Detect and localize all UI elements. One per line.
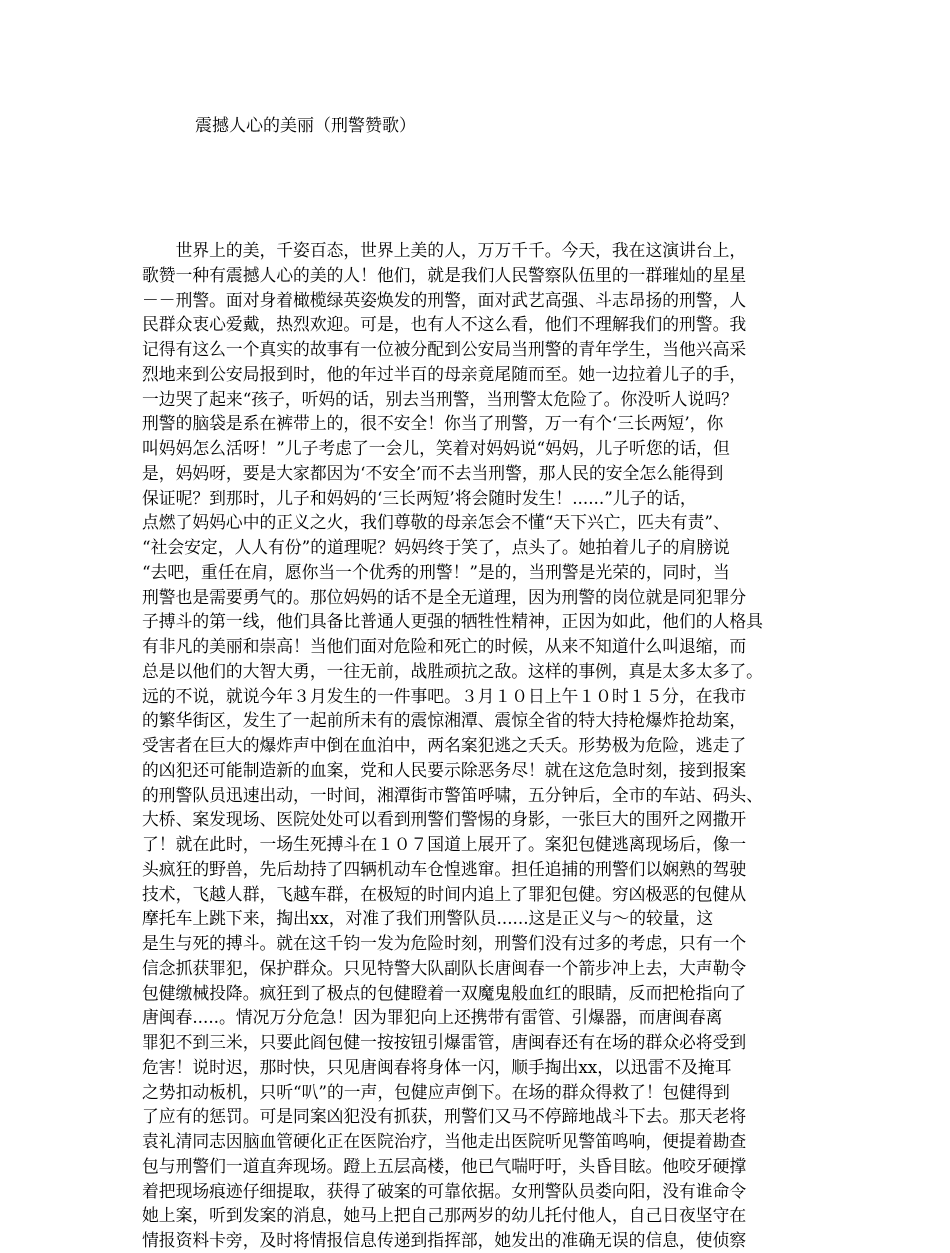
body-text-line: 是，妈妈呀，要是大家都因为‘不安全’而不去当刑警，那人民的安全怎么能得到 xyxy=(142,462,724,483)
body-text-line: 烈地来到公安局报到时，他的年过半百的母亲竟尾随而至。她一边拉着儿子的手， xyxy=(142,363,747,384)
body-text-line: 受害者在巨大的爆炸声中倒在血泊中，两名案犯逃之夭夭。形势极为危险，逃走了 xyxy=(142,735,747,755)
body-text-line: 的繁华街区，发生了一起前所未有的震惊湘潭、震惊全省的特大持枪爆炸抢劫案， xyxy=(142,710,747,731)
body-text-line: 民群众衷心爱戴，热烈欢迎。可是，也有人不这么看，他们不理解我们的刑警。我 xyxy=(142,314,747,335)
body-text-line: 技术，飞越人群，飞越车群，在极短的时间内追上了罪犯包健。穷凶极恶的包健从 xyxy=(142,883,747,904)
body-text-line: 了应有的惩罚。可是同案凶犯没有抓获，刑警们又马不停蹄地战斗下去。那天老将 xyxy=(142,1106,747,1127)
body-text-line: “去吧，重任在肩，愿你当一个优秀的刑警！”是的，当刑警是光荣的，同时，当 xyxy=(142,561,730,582)
body-text-line: 唐闽春.....。情况万分危急！因为罪犯向上还携带有雷管、引爆器，而唐闽春离 xyxy=(142,1007,723,1028)
body-text-line: 包健缴械投降。疯狂到了极点的包健瞪着一双魔鬼般血红的眼睛，反而把枪指向了 xyxy=(142,982,747,1003)
body-text-line: 了！就在此时，一场生死搏斗在１０７国道上展开了。案犯包健逃离现场后，像一 xyxy=(142,834,747,854)
body-text-line: 的凶犯还可能制造新的血案，党和人民要示除恶务尽！就在这危急时刻，接到报案 xyxy=(142,759,747,780)
body-text-line: 着把现场痕迹仔细提取，获得了破案的可靠依据。女刑警队员娄向阳，没有谁命令 xyxy=(142,1180,747,1201)
body-text-line: 歌赞一种有震撼人心的美的人！他们，就是我们人民警察队伍里的一群璀灿的星星 xyxy=(142,264,747,285)
body-text-line: 摩托车上跳下来，掏出xx，对准了我们刑警队员......这是正义与～的较量，这 xyxy=(142,908,714,929)
body-text-line: 之势扣动板机，只听“叭”的一声，包健应声倒下。在场的群众得救了！包健得到 xyxy=(142,1081,730,1102)
body-text-line: 叫妈妈怎么活呀！”儿子考虑了一会儿，笑着对妈妈说“妈妈，儿子听您的话，但 xyxy=(142,438,730,458)
body-text-line: 总是以他们的大智大勇，一往无前，战胜顽抗之敌。这样的事例，真是太多太多了。 xyxy=(142,660,763,681)
body-text-line: 危害！说时迟，那时快，只见唐闽春将身体一闪，顺手掏出xx，以迅雷不及掩耳 xyxy=(142,1056,732,1077)
body-text-line: 头疯狂的野兽，先后劫持了四辆机动车仓惶逃窜。担任追捕的刑警们以娴熟的驾驶 xyxy=(142,858,747,879)
body-text-line: 刑警也是需要勇气的。那位妈妈的话不是全无道理，因为刑警的岗位就是同犯罪分 xyxy=(142,586,747,607)
body-text-line: 是生与死的搏斗。就在这千钧一发为危险时刻，刑警们没有过多的考虑，只有一个 xyxy=(142,933,747,953)
body-text-line: “社会安定，人人有份”的道理呢？妈妈终于笑了，点头了。她拍着儿子的肩膀说 xyxy=(142,537,730,557)
document-body xyxy=(142,238,832,1253)
body-text-line: 她上案，听到发案的消息，她马上把自己那两岁的幼儿托付他人，自己日夜坚守在 xyxy=(142,1205,747,1226)
body-text-line: 一边哭了起来“孩子，听妈的话，别去当刑警，当刑警太危险了。你没听人说吗？ xyxy=(142,388,738,409)
body-text-line: 刑警的脑袋是系在裤带上的，很不安全！你当了刑警，万一有个‘三长两短’，你 xyxy=(142,413,724,434)
body-text-line: 保证呢？到那时，儿子和妈妈的‘三长两短’将会随时发生！......”儿子的话， xyxy=(142,487,697,508)
body-text-line: －－刑警。面对身着橄榄绿英姿焕发的刑警，面对武艺高强、斗志昂扬的刑警，人 xyxy=(142,289,747,310)
body-text-line: 世界上的美，千姿百态，世界上美的人，万万千千。今天，我在这演讲台上， xyxy=(142,240,747,260)
body-text-line: 情报资料卡旁，及时将情报信息传递到指挥部，她发出的准确无误的信息，使侦察 xyxy=(142,1230,747,1250)
body-text-line: 袁礼清同志因脑血管硬化正在医院治疗，当他走出医院听见警笛鸣响，便提着勘查 xyxy=(142,1131,747,1151)
body-text-line: 有非凡的美丽和崇高！当他们面对危险和死亡的时候，从来不知道什么叫退缩，而 xyxy=(142,636,747,656)
body-text-line: 的刑警队员迅速出动，一时间，湘潭街市警笛呼啸，五分钟后，全市的车站、码头、 xyxy=(142,784,763,805)
body-text-line: 大桥、案发现场、医院处处可以看到刑警们警惕的身影，一张巨大的围歼之网撒开 xyxy=(142,809,747,830)
body-text-line: 子搏斗的第一线，他们具备比普通人更强的牺牲性精神，正因为如此，他们的人格具 xyxy=(142,611,763,632)
body-text-line: 记得有这么一个真实的故事有一位被分配到公安局当刑警的青年学生，当他兴高采 xyxy=(142,339,747,359)
body-text-line: 罪犯不到三米，只要此阎包健一按按钮引爆雷管，唐闽春还有在场的群众必将受到 xyxy=(142,1032,747,1052)
body-text-line: 点燃了妈妈心中的正义之火，我们尊敬的母亲怎会不懂“天下兴亡，匹夫有责”、 xyxy=(142,512,730,533)
body-text-line: 远的不说，就说今年３月发生的一件事吧。３月１０日上午１０时１５分，在我市 xyxy=(142,685,747,706)
document-title: 震撼人心的美丽（刑警赞歌） xyxy=(195,116,416,136)
body-text-line: 信念抓获罪犯，保护群众。只见特警大队副队长唐闽春一个箭步冲上去，大声勒令 xyxy=(142,957,747,978)
body-text-line: 包与刑警们一道直奔现场。蹬上五层高楼，他已气喘吁吁，头昏目眩。他咬牙硬撑 xyxy=(142,1155,747,1176)
